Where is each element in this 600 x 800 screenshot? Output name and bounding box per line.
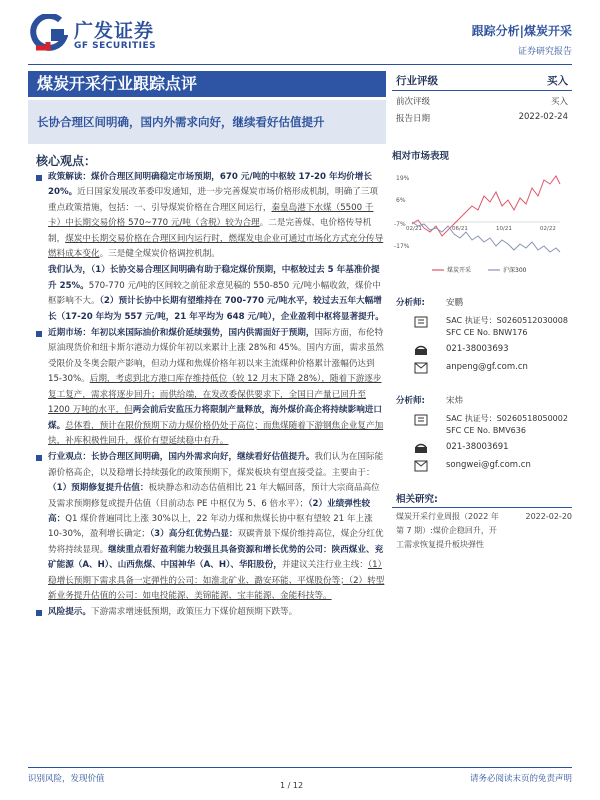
report-category: 证券研究报告 xyxy=(517,47,572,57)
para-bold: （3）高分红优势凸显： xyxy=(149,529,238,540)
para-text: 板块静态和动态估值相比 21 年大幅回落，预计大宗商品高位及需求预期修复或提升估值（目前动态 PE 中枢仅为 5、6 倍水平）； xyxy=(48,483,380,509)
market-paragraph xyxy=(36,326,386,449)
email-icon xyxy=(414,460,428,472)
analyst-label: 分析师: xyxy=(396,396,425,406)
para-underline: （1）稳增长预期下需求具备一定弹性的公司：如淮北矿业、潞安环能、平煤股份等；（2）转型新业务提升估值的公司：如电投能源、美锦能源、宝丰能源、金能科技等。 xyxy=(48,560,385,601)
rating-header xyxy=(392,71,572,91)
risk-paragraph xyxy=(36,605,386,620)
bullet-icon xyxy=(36,175,42,181)
analyst-label: 分析师: xyxy=(396,298,425,308)
analyst-email[interactable]: songwei@gf.com.cn xyxy=(446,460,531,470)
para-bold: 政策解读：煤价合理区间明确稳定市场预期，670 元/吨的中枢较 17-20 年均价增长 20%。 xyxy=(48,172,372,198)
x-tick-label: 06/21 xyxy=(452,226,468,232)
key-points-title: 核心观点： xyxy=(36,154,97,168)
analyst-email[interactable]: anpeng@gf.com.cn xyxy=(446,362,528,372)
para-text: 并建议关注行业主线： xyxy=(281,560,368,571)
footer-slogan: 识别风险，发现价值 xyxy=(28,774,105,784)
page-number: 1 / 12 xyxy=(280,781,304,790)
phone-icon xyxy=(414,442,428,454)
policy-paragraph xyxy=(36,170,386,262)
header-right xyxy=(472,22,572,57)
para-bold: （2）预计长协中长期有望维持在 700-770 元/吨水平，较过去五年大幅增长（17-20 年均为 557 元/吨，21 年平均为 648 元/吨），企业盈利中枢将显著提升。 xyxy=(48,296,384,322)
logo-chinese-name: 广发证券 xyxy=(74,20,155,42)
related-research-title: 相关研究: xyxy=(392,491,572,508)
para-text: 。二是完善煤、电价格传导机制， xyxy=(48,218,372,244)
report-subtitle: 长协合理区间明确，国内外需求向好，继续看好估值提升 xyxy=(28,100,386,144)
x-tick-label: 02/22 xyxy=(540,226,556,232)
logo-english-name: GF SECURITIES xyxy=(74,41,157,51)
industry-paragraph xyxy=(36,450,386,604)
related-item-line: 第 7 期）:煤价企稳回升，开 xyxy=(396,526,497,535)
analyst-sac: SAC 执证号：S0260518050002 xyxy=(446,414,568,423)
id-card-icon xyxy=(414,316,428,328)
relative-market-title: 相对市场表现 xyxy=(392,151,450,162)
analyst-name: 宋炜 xyxy=(446,396,464,406)
related-item-line: 煤炭开采行业周报（2022 年 xyxy=(396,512,499,521)
x-tick-label: 02/21 xyxy=(406,226,422,232)
para-bold: （1）预期修复提升估值： xyxy=(48,483,149,494)
analyst-sac: SAC 执证号：S0260512030008 xyxy=(446,316,568,325)
company-logo xyxy=(30,14,190,56)
para-underline: 秦皇岛港下水煤（5500 千卡）中长期交易价格 570~770 元/吨（含税）较为合理 xyxy=(48,202,374,229)
para-underline: 总体看，预计在限价预期下动力煤价格仍处于高位；而焦煤随着下游钢焦企业复产加快，补库积极性回升，煤价有望延续稳中有升。 xyxy=(48,420,384,446)
footer-disclaimer: 请务必阅读末页的免责声明 xyxy=(469,774,572,784)
rating-row-date xyxy=(392,108,572,125)
legend-hs300-label: 沪深300 xyxy=(503,267,527,274)
bullet-icon xyxy=(36,455,42,461)
key-points-body xyxy=(36,170,386,622)
phone-icon xyxy=(414,344,428,356)
y-tick-label: 6% xyxy=(396,197,406,204)
rating-row-previous xyxy=(392,91,572,108)
related-item-date: 2022-02-20 xyxy=(525,512,572,521)
rating-row-label: 报告日期 xyxy=(396,114,431,124)
para-bold: 继续重点看好盈利能力较强且具备资源和增长优势的公司：陕西煤业、兖矿能源（A、H）、山西焦煤、中国神华（A、H）、华阳股份， xyxy=(48,544,384,571)
para-text: 近日国家发展改革委印发通知，进一步完善煤炭市场价格形成机制，明确了三项重点政策措施，包括：一、引导煤炭价格在合理区间运行， xyxy=(48,187,378,213)
y-tick-label: -17% xyxy=(394,243,410,250)
analyst-phone: 021-38003691 xyxy=(446,442,509,452)
bullet-icon xyxy=(36,610,42,616)
rating-row-value: 买入 xyxy=(550,97,568,107)
para-text: 我们认为在国际能源价格高企，以及稳增长持续强化的政策预期下，煤炭板块有望直接受益。主要由于： xyxy=(48,452,384,478)
para-text: 双碳背景下煤价维持高位，煤企分红优势将持续显现。 xyxy=(48,529,384,555)
rating-row-label: 前次评级 xyxy=(396,97,431,107)
y-tick-label: 19% xyxy=(396,175,410,182)
rating-header-value: 买入 xyxy=(547,75,568,87)
id-card-icon xyxy=(414,414,428,426)
para-text: Q1 煤价普遍同比上涨 30%以上，22 年动力煤和焦煤长协中枢有望较 21 年上涨 10-30%，盈利增长确定； xyxy=(48,513,373,540)
legend-coal-label: 煤炭开采 xyxy=(447,267,472,274)
analyst-phone: 021-38003693 xyxy=(446,344,509,354)
related-item-line: 工需求恢复提升板块弹性 xyxy=(396,540,484,549)
footer-divider xyxy=(28,767,572,768)
report-title: 煤炭开采行业跟踪点评 xyxy=(28,71,386,97)
para-underline: 煤炭中长期交易价格在合理区间内运行时，燃煤发电企业可通过市场化方式充分传导燃料成本变化 xyxy=(48,233,384,260)
para-bold: （2）业绩弹性较高： xyxy=(48,498,371,524)
relative-market-chart xyxy=(392,166,572,281)
para-bold: 近期市场：年初以来国际油价和煤价延续强势，国内供需面好于预期， xyxy=(48,328,315,339)
para-text: 下游需求增速低预期，政策压力下煤价超预期下跌等。 xyxy=(90,607,298,618)
rating-box xyxy=(392,71,572,125)
para-text: 。三是健全煤炭价格调控机制。 xyxy=(99,249,220,260)
para-text: 国际方面，布伦特原油现货价和纽卡斯尔港动力煤价年初以来累计上涨 28%和 45%。国内方面，需求虽然受限价及冬奥会限产影响，但动力煤和焦煤价格年初以来主流煤种价格累计涨幅仍达到 15-30%。 xyxy=(48,328,384,385)
rating-header-label: 行业评级 xyxy=(396,75,438,87)
para-underline: 后期，考虑到北方港口库存维持低位（较 12 月末下降 28%），随着下游逐步复工复产，需求将逐步回升；而供给端，在发改委保供要求下，全国日产量已回升至 1200 万吨的水平，但 xyxy=(48,374,382,416)
email-icon xyxy=(414,362,428,374)
para-bold: 行业观点：长协合理区间明确，国内外需求向好，继续看好估值提升。 xyxy=(48,452,315,463)
hs300-series-line xyxy=(412,222,560,252)
report-type: 跟踪分析|煤炭开采 xyxy=(471,24,572,38)
para-bold: 风险提示。 xyxy=(48,607,91,618)
page-header xyxy=(0,0,600,66)
para-bold: 两会前后安监压力将限制产量释放，海外煤价高企将持续影响进口煤。 xyxy=(48,405,382,431)
opinion-paragraph xyxy=(36,263,386,325)
bullet-icon xyxy=(36,331,42,337)
related-research-item[interactable] xyxy=(396,510,572,552)
analyst-sfc: SFC CE No. BMV636 xyxy=(446,426,526,435)
rating-row-value: 2022-02-24 xyxy=(518,112,568,122)
y-tick-label: -7% xyxy=(394,221,406,228)
analyst-name: 安鹏 xyxy=(446,298,464,308)
para-bold: 我们认为，（1）长协交易合理区间明确有助于稳定煤价预期，中枢较过去 5 年基准价提升 25%。 xyxy=(48,265,380,291)
analyst-sfc: SFC CE No. BNW176 xyxy=(446,328,528,337)
header-divider xyxy=(28,64,572,65)
para-text: 570-770 元/吨的区间较之前征求意见稿的 550-850 元/吨小幅收敛，煤价中枢影响不大。 xyxy=(48,280,381,307)
gf-logo-icon xyxy=(30,14,68,54)
x-tick-label: 10/21 xyxy=(496,226,512,232)
coal-series-line xyxy=(412,176,560,236)
